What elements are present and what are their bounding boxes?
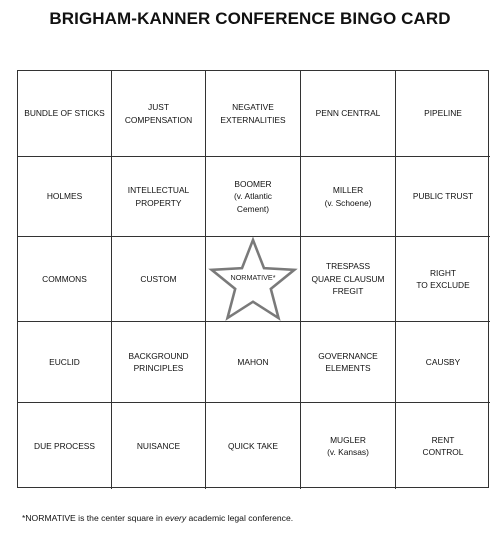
- bingo-grid: [17, 70, 489, 488]
- free-square-label: NORMATIVE*: [230, 273, 276, 282]
- cell-label: COMMONS: [42, 273, 87, 284]
- bingo-cell: [112, 71, 206, 157]
- cell-label: BOOMER (v. Atlantic Cement): [233, 178, 272, 214]
- cell-label: BACKGROUND PRINCIPLES: [128, 350, 189, 373]
- bingo-cell: [396, 322, 490, 403]
- page-title: BRIGHAM-KANNER CONFERENCE BINGO CARD: [49, 9, 451, 28]
- bingo-cell: [112, 322, 206, 403]
- bingo-cell: [112, 237, 206, 322]
- bingo-cell: [301, 157, 396, 237]
- cell-label: TRESPASS QUARE CLAUSUM FREGIT: [311, 261, 385, 297]
- bingo-cell: [301, 403, 396, 489]
- cell-label: MILLER (v. Schoene): [324, 185, 372, 208]
- bingo-cell: [18, 237, 112, 322]
- cell-label: MAHON: [237, 356, 269, 367]
- cell-label: NUISANCE: [136, 440, 181, 451]
- cell-label: PUBLIC TRUST: [412, 191, 474, 202]
- cell-label: GOVERNANCE ELEMENTS: [318, 350, 378, 373]
- cell-label: QUICK TAKE: [228, 440, 278, 451]
- cell-label: CUSTOM: [140, 273, 177, 284]
- bingo-cell: [206, 322, 301, 403]
- cell-label: JUST COMPENSATION: [124, 102, 193, 125]
- bingo-cell: [301, 237, 396, 322]
- bingo-cell: [396, 71, 490, 157]
- bingo-cell: [301, 322, 396, 403]
- bingo-cell: [18, 71, 112, 157]
- bingo-cell: [112, 157, 206, 237]
- bingo-cell: [396, 403, 490, 489]
- bingo-cell: [301, 71, 396, 157]
- bingo-cell: [18, 157, 112, 237]
- cell-label: HOLMES: [46, 191, 83, 202]
- footnote-text-before: *NORMATIVE is the center square in: [22, 513, 166, 523]
- bingo-cell: [206, 403, 301, 489]
- cell-label: MUGLER (v. Kansas): [327, 434, 369, 457]
- cell-label: NEGATIVE EXTERNALITIES: [220, 102, 286, 125]
- cell-label: RENT CONTROL: [422, 434, 464, 457]
- bingo-cell: [18, 322, 112, 403]
- cell-label: INTELLECTUAL PROPERTY: [127, 185, 190, 208]
- bingo-cell: [18, 403, 112, 489]
- bingo-cell: [206, 157, 301, 237]
- cell-label: DUE PROCESS: [34, 440, 95, 451]
- cell-label: CAUSBY: [425, 356, 461, 367]
- cell-label: PENN CENTRAL: [315, 108, 381, 119]
- free-square: [206, 237, 301, 322]
- cell-label: PIPELINE: [424, 108, 462, 119]
- footnote: [22, 513, 293, 523]
- bingo-cell: [396, 237, 490, 322]
- cell-label: EUCLID: [49, 356, 80, 367]
- bingo-cell: [206, 71, 301, 157]
- bingo-cell: [396, 157, 490, 237]
- footnote-emphasis: every: [165, 513, 187, 523]
- cell-label: BUNDLE OF STICKS: [24, 108, 105, 119]
- cell-label: RIGHT TO EXCLUDE: [416, 267, 470, 290]
- footnote-text-after: academic legal conference.: [186, 513, 294, 523]
- bingo-cell: [112, 403, 206, 489]
